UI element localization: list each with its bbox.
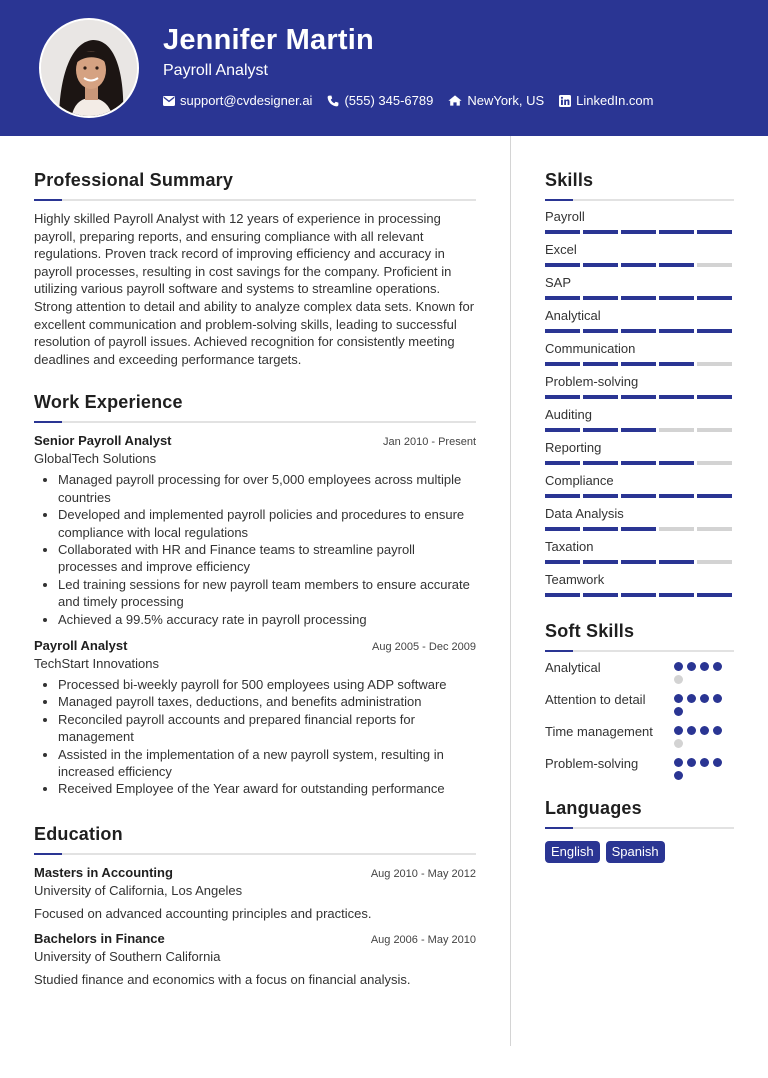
degree-date: Aug 2010 - May 2012 xyxy=(370,867,476,880)
job-title: Payroll Analyst xyxy=(34,638,128,653)
skill-level-segment xyxy=(545,329,580,333)
skill-level-segment xyxy=(659,593,694,597)
skill-name: Teamwork xyxy=(545,572,605,587)
side-column xyxy=(545,170,734,863)
skill-level-segment xyxy=(697,230,732,234)
language-list xyxy=(545,841,734,863)
contact-phone[interactable] xyxy=(327,93,433,108)
skill-level-segment xyxy=(545,395,580,399)
skill-level-segment xyxy=(583,593,618,597)
skill-level-segment xyxy=(621,362,656,366)
languages-rule xyxy=(545,827,734,829)
skill-name: Communication xyxy=(545,341,636,356)
rating-dot xyxy=(713,662,722,671)
job-bullet: • Managed payroll taxes, deductions, and benefits administration xyxy=(58,693,476,710)
summary-heading: Professional Summary xyxy=(34,170,234,190)
skill-level-segment xyxy=(621,263,656,267)
languages-heading: Languages xyxy=(545,798,642,818)
envelope-icon xyxy=(163,96,175,106)
skill-level-segment xyxy=(583,329,618,333)
skill-item xyxy=(545,242,734,267)
school-name: University of Southern California xyxy=(34,948,221,964)
skill-item xyxy=(545,374,734,399)
skill-name: Reporting xyxy=(545,440,602,455)
rating-dot xyxy=(674,726,683,735)
skill-name: Data Analysis xyxy=(545,506,624,521)
skill-item xyxy=(545,440,734,465)
skill-level-segment xyxy=(621,461,656,465)
job-date: Aug 2005 - Dec 2009 xyxy=(372,641,476,653)
profile-photo-illustration xyxy=(41,20,139,118)
skill-item xyxy=(545,506,734,531)
contact-email-text: support@cvdesigner.ai xyxy=(180,93,313,108)
job-bullet: • Developed and implemented payroll policies and procedures to ensure compliance with local regulations xyxy=(58,506,476,541)
language-badge: English xyxy=(545,841,600,863)
job-bullet: • Assisted in the implementation of a new payroll system, resulting in increased efficiency xyxy=(58,746,476,781)
job-company: GlobalTech Solutions xyxy=(34,451,157,467)
skill-name: SAP xyxy=(545,275,572,290)
skill-level-segment xyxy=(545,362,580,366)
job-title: Senior Payroll Analyst xyxy=(34,433,172,449)
skill-level-bar xyxy=(545,329,734,333)
summary-rule xyxy=(34,199,476,201)
skill-level-segment xyxy=(659,230,694,234)
contact-linkedin-text: LinkedIn.com xyxy=(576,93,654,108)
rating-dot xyxy=(700,726,709,735)
skill-name: Payroll xyxy=(545,209,585,224)
linkedin-icon xyxy=(559,95,571,107)
language-badge: Spanish xyxy=(606,841,665,863)
skill-level-segment xyxy=(545,428,580,432)
rating-dot xyxy=(713,694,722,703)
skill-level-segment xyxy=(697,593,732,597)
skill-level-segment xyxy=(621,560,656,564)
skill-level-segment xyxy=(659,494,694,498)
education-entry xyxy=(34,865,476,921)
job-bullet: • Received Employee of the Year award for outstanding performance xyxy=(58,780,476,797)
skill-level-segment xyxy=(697,461,732,465)
job-entry xyxy=(34,433,476,628)
job-bullet: • Achieved a 99.5% accuracy rate in payroll processing xyxy=(58,611,476,628)
skill-name: Analytical xyxy=(545,308,601,323)
skill-level-segment xyxy=(659,395,694,399)
job-bullet: • Processed bi-weekly payroll for 500 employees using ADP software xyxy=(58,676,476,693)
skill-name: Taxation xyxy=(545,539,594,554)
skill-name: Auditing xyxy=(545,407,592,422)
rating-dot xyxy=(713,726,722,735)
rating-dot xyxy=(674,675,683,684)
skill-level-segment xyxy=(621,230,656,234)
skill-level-segment xyxy=(659,263,694,267)
job-entry xyxy=(34,638,476,798)
skill-level-segment xyxy=(697,263,732,267)
skill-level-segment xyxy=(697,395,732,399)
skill-level-segment xyxy=(545,527,580,531)
candidate-role: Payroll Analyst xyxy=(163,62,268,79)
soft-skill-item xyxy=(545,723,734,748)
skill-item xyxy=(545,341,734,366)
education-description: Studied finance and economics with a focus on financial analysis. xyxy=(34,971,411,987)
skill-level-bar xyxy=(545,428,734,432)
skill-level-segment xyxy=(659,428,694,432)
skill-level-bar xyxy=(545,527,734,531)
contact-location[interactable] xyxy=(448,93,544,108)
soft-skill-name: Attention to detail xyxy=(545,692,646,707)
skill-level-segment xyxy=(697,560,732,564)
rating-dot xyxy=(713,758,722,767)
languages-section xyxy=(545,798,734,863)
education-section xyxy=(34,824,476,987)
skill-level-segment xyxy=(697,296,732,300)
job-bullet: • Reconciled payroll accounts and prepared financial reports for management xyxy=(58,711,476,746)
skill-level-segment xyxy=(583,428,618,432)
rating-dot xyxy=(700,758,709,767)
resume-header xyxy=(0,0,768,136)
soft-skill-item xyxy=(545,691,734,716)
contact-phone-text: (555) 345-6789 xyxy=(344,93,434,108)
soft-skill-rating xyxy=(674,691,734,716)
soft-skill-rating xyxy=(674,659,734,684)
contact-email[interactable] xyxy=(163,93,312,108)
education-entry xyxy=(34,931,476,987)
skill-level-segment xyxy=(697,494,732,498)
education-description: Focused on advanced accounting principles and practices. xyxy=(34,905,372,921)
education-rule xyxy=(34,853,476,855)
skill-level-segment xyxy=(583,494,618,498)
rating-dot xyxy=(674,771,683,780)
skill-level-bar xyxy=(545,593,734,597)
experience-section xyxy=(34,392,476,798)
education-heading: Education xyxy=(34,823,123,844)
rating-dot xyxy=(674,694,683,703)
job-bullet: • Managed payroll processing for over 5,000 employees across multiple countries xyxy=(58,471,476,506)
skill-level-segment xyxy=(659,362,694,366)
skill-level-bar xyxy=(545,494,734,498)
job-date: Jan 2010 - Present xyxy=(383,436,476,449)
contact-list xyxy=(163,93,669,108)
skills-heading: Skills xyxy=(545,170,594,190)
phone-icon xyxy=(327,95,339,107)
main-column xyxy=(34,170,476,987)
skills-section xyxy=(545,170,734,597)
skill-level-segment xyxy=(545,593,580,597)
skill-level-bar xyxy=(545,461,734,465)
skill-level-segment xyxy=(583,263,618,267)
skill-level-segment xyxy=(621,395,656,399)
skill-level-segment xyxy=(621,494,656,498)
soft-skill-name: Problem-solving xyxy=(545,756,639,771)
contact-location-text: NewYork, US xyxy=(467,93,545,108)
soft-skills-heading: Soft Skills xyxy=(545,621,635,641)
rating-dot xyxy=(687,662,696,671)
soft-skills-rule xyxy=(545,650,734,652)
skill-item xyxy=(545,407,734,432)
summary-text: Highly skilled Payroll Analyst with 12 years of experience in processing payroll, preparing reports, and ensuring compliance with all relevant regulations. Proven track record of improving efficiency and accuracy in payroll processes, resulting in cost savings for the company. Proficient in utilizing various payroll software and systems to streamline operations. Strong attention to detail and ability to analyze complex data sets. Known for excellent communication and problem-solving skills, leading to successful resolution of payroll issues. Achieved recognition for consistently meeting deadlines and exceeding performance targets. xyxy=(34,211,475,367)
soft-skill-item xyxy=(545,659,734,684)
degree-date: Aug 2006 - May 2010 xyxy=(370,933,476,946)
skill-item xyxy=(545,275,734,300)
contact-linkedin[interactable] xyxy=(559,93,653,108)
home-icon xyxy=(448,95,462,106)
job-bullets xyxy=(34,676,476,798)
experience-rule xyxy=(34,421,476,423)
rating-dot xyxy=(674,758,683,767)
degree-title: Masters in Accounting xyxy=(34,864,173,880)
skill-level-segment xyxy=(583,461,618,465)
skill-level-segment xyxy=(697,362,732,366)
skill-level-segment xyxy=(659,527,694,531)
rating-dot xyxy=(687,726,696,735)
skill-level-segment xyxy=(697,527,732,531)
rating-dot xyxy=(687,694,696,703)
skill-level-segment xyxy=(659,296,694,300)
summary-section xyxy=(34,170,476,368)
soft-skill-name: Time management xyxy=(545,724,653,739)
skill-item xyxy=(545,308,734,333)
job-company: TechStart Innovations xyxy=(34,656,160,671)
skill-level-bar xyxy=(545,560,734,564)
soft-skills-section xyxy=(545,621,734,780)
skill-level-segment xyxy=(583,230,618,234)
skill-level-segment xyxy=(659,461,694,465)
skill-level-bar xyxy=(545,296,734,300)
skill-level-segment xyxy=(583,296,618,300)
skill-name: Excel xyxy=(545,242,577,257)
skill-level-bar xyxy=(545,395,734,399)
skill-level-segment xyxy=(545,560,580,564)
skill-level-segment xyxy=(659,329,694,333)
rating-dot xyxy=(700,694,709,703)
school-name: University of California, Los Angeles xyxy=(34,882,243,898)
experience-heading: Work Experience xyxy=(34,392,183,413)
rating-dot xyxy=(674,707,683,716)
rating-dot xyxy=(674,662,683,671)
job-bullet: • Collaborated with HR and Finance teams to streamline payroll processes and improve efficiency xyxy=(58,541,476,576)
skills-rule xyxy=(545,199,734,201)
skill-item xyxy=(545,572,734,597)
skill-level-segment xyxy=(697,329,732,333)
soft-skill-name: Analytical xyxy=(545,660,601,675)
skill-level-segment xyxy=(621,428,656,432)
skill-level-segment xyxy=(545,263,580,267)
skill-level-segment xyxy=(545,461,580,465)
soft-skills-list xyxy=(545,659,734,780)
candidate-name: Jennifer Martin xyxy=(163,24,374,56)
skill-level-segment xyxy=(621,329,656,333)
skill-level-segment xyxy=(621,527,656,531)
skill-level-segment xyxy=(583,395,618,399)
rating-dot xyxy=(674,739,683,748)
skill-level-segment xyxy=(583,560,618,564)
rating-dot xyxy=(700,662,709,671)
skill-level-segment xyxy=(545,494,580,498)
skill-item xyxy=(545,209,734,234)
degree-title: Bachelors in Finance xyxy=(34,930,165,946)
skill-level-segment xyxy=(621,296,656,300)
soft-skill-item xyxy=(545,755,734,780)
skill-level-segment xyxy=(545,230,580,234)
skill-level-segment xyxy=(583,362,618,366)
job-bullet: • Led training sessions for new payroll team members to ensure accurate and timely processing xyxy=(58,576,476,611)
rating-dot xyxy=(687,758,696,767)
skill-level-segment xyxy=(621,593,656,597)
skill-level-segment xyxy=(583,527,618,531)
skills-list xyxy=(545,209,734,597)
skill-level-segment xyxy=(697,428,732,432)
skill-level-bar xyxy=(545,230,734,234)
skill-item xyxy=(545,473,734,498)
skill-name: Problem-solving xyxy=(545,374,639,389)
skill-level-bar xyxy=(545,362,734,366)
job-bullets xyxy=(34,471,476,628)
skill-level-segment xyxy=(659,560,694,564)
skill-name: Compliance xyxy=(545,473,614,488)
soft-skill-rating xyxy=(674,755,734,780)
soft-skill-rating xyxy=(674,723,734,748)
skill-level-bar xyxy=(545,263,734,267)
profile-photo xyxy=(39,18,139,118)
column-divider xyxy=(510,136,511,1046)
skill-item xyxy=(545,539,734,564)
skill-level-segment xyxy=(545,296,580,300)
